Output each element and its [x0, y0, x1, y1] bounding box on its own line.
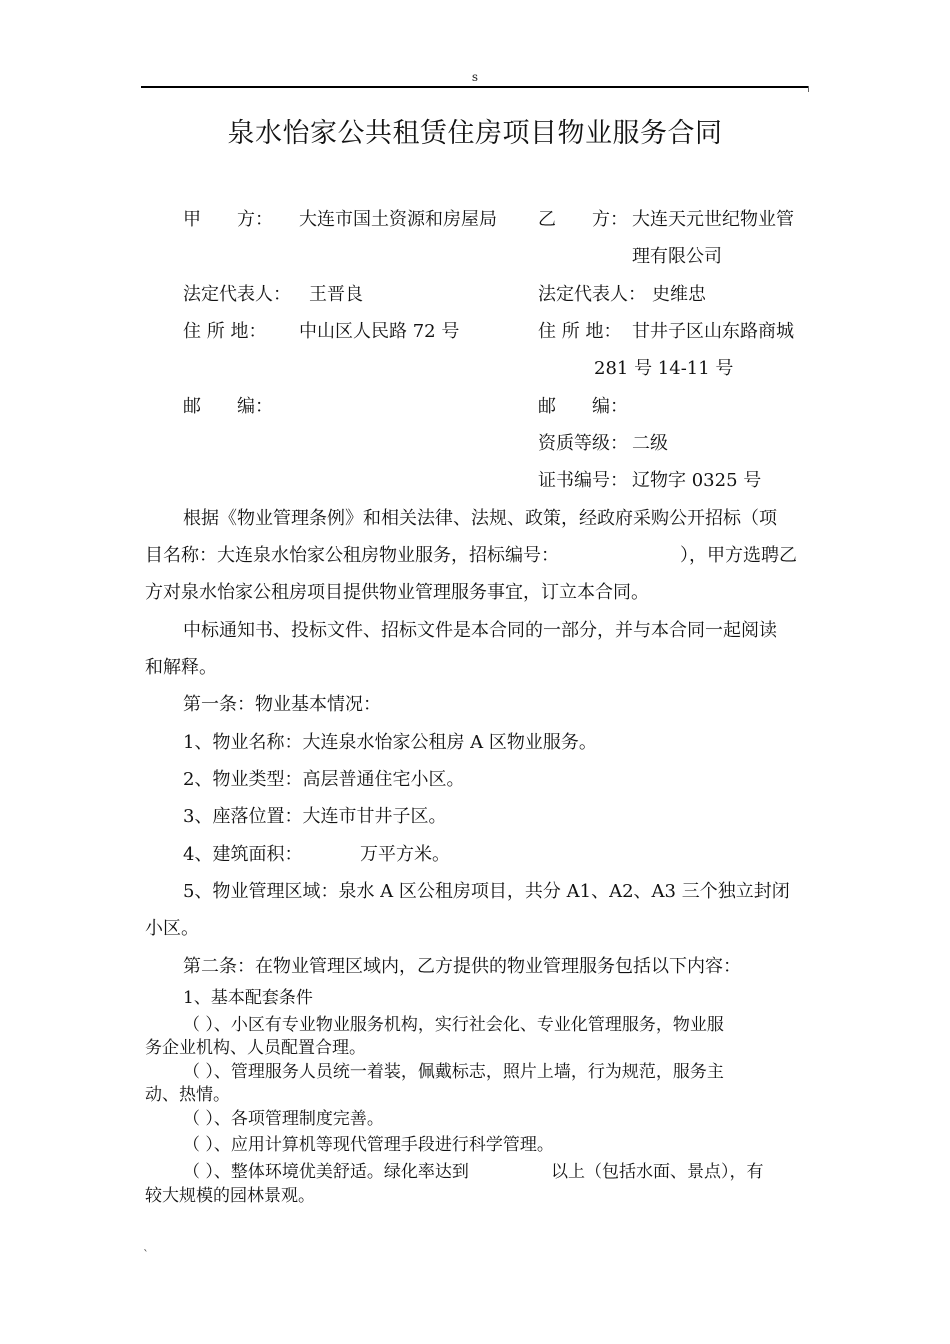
- article-1-item-5-line-2: 小区。: [145, 918, 199, 939]
- party-b-qual: 二级: [632, 433, 668, 454]
- clause-5-line-1b: 以上（包括水面、景点），有: [551, 1162, 764, 1182]
- party-b-rep: 史维忠: [652, 284, 706, 305]
- party-b-rep-label: 法定代表人：: [538, 284, 646, 305]
- article-1-item-2: 2、物业类型：高层普通住宅小区。: [183, 769, 465, 790]
- party-b-label: 乙 方：: [538, 209, 628, 230]
- party-b-name: 大连天元世纪物业管: [632, 209, 794, 230]
- section-1-heading: 1、基本配套条件: [183, 988, 313, 1008]
- party-b-cert: 辽物字 0325 号: [632, 470, 762, 491]
- party-a-rep-label: 法定代表人：: [183, 284, 291, 305]
- clause-1-line-2: 务企业机构、人员配置合理。: [145, 1038, 366, 1058]
- party-b-qual-label: 资质等级：: [538, 433, 628, 454]
- documents-line-1: 中标通知书、投标文件、招标文件是本合同的一部分，并与本合同一起阅读: [183, 620, 777, 641]
- clause-2-line-2: 动、热情。: [145, 1085, 230, 1105]
- clause-5-line-1a: （ ）、整体环境优美舒适。绿化率达到: [183, 1162, 469, 1182]
- header-tick: [808, 86, 809, 92]
- party-b-addr: 甘井子区山东路商城: [632, 321, 794, 342]
- footer-mark: `: [143, 1248, 149, 1262]
- preamble-line-1: 根据《物业管理条例》和相关法律、法规、政策，经政府采购公开招标（项: [183, 508, 777, 529]
- article-1-item-4-label: 4、建筑面积：: [183, 844, 303, 865]
- article-1-item-3: 3、座落位置：大连市甘井子区。: [183, 806, 447, 827]
- header-mark: s: [471, 70, 479, 84]
- party-a-addr-label: 住 所 地：: [183, 321, 267, 342]
- article-1-heading: 第一条：物业基本情况：: [183, 694, 381, 715]
- party-a-rep: 王晋良: [309, 284, 363, 305]
- document-title: 泉水怡家公共租赁住房项目物业服务合同: [227, 118, 723, 149]
- party-b-post-label: 邮 编：: [538, 396, 628, 417]
- party-a-name: 大连市国土资源和房屋局: [299, 209, 497, 230]
- article-2-heading: 第二条：在物业管理区域内，乙方提供的物业管理服务包括以下内容：: [183, 956, 741, 977]
- article-1-item-5-line-1: 5、物业管理区域：泉水 A 区公租房项目，共分 A1、A2、A3 三个独立封闭: [183, 881, 790, 902]
- preamble-line-2b: ），甲方选聘乙: [680, 545, 797, 566]
- party-b-addr-cont: 281 号 14-11 号: [594, 358, 734, 379]
- clause-4: （ ）、应用计算机等现代管理手段进行科学管理。: [183, 1135, 554, 1155]
- clause-1-line-1: （ ）、小区有专业物业服务机构，实行社会化、专业化管理服务，物业服: [183, 1015, 724, 1035]
- preamble-line-3: 方对泉水怡家公租房项目提供物业管理服务事宜，订立本合同。: [145, 582, 649, 603]
- article-1-item-1: 1、物业名称：大连泉水怡家公租房 A 区物业服务。: [183, 732, 597, 753]
- documents-line-2: 和解释。: [145, 657, 217, 678]
- party-a-label: 甲 方：: [183, 209, 273, 230]
- party-b-name-cont: 理有限公司: [632, 246, 722, 267]
- preamble-line-2a: 目名称：大连泉水怡家公租房物业服务，招标编号：: [145, 545, 559, 566]
- party-b-addr-label: 住 所 地：: [538, 321, 622, 342]
- clause-5-line-2: 较大规模的园林景观。: [145, 1186, 315, 1206]
- article-1-item-4-unit: 万平方米。: [360, 844, 450, 865]
- header-rule: [141, 86, 809, 88]
- party-a-post-label: 邮 编：: [183, 396, 273, 417]
- party-b-cert-label: 证书编号：: [538, 470, 628, 491]
- clause-2-line-1: （ ）、管理服务人员统一着装，佩戴标志，照片上墙，行为规范，服务主: [183, 1062, 724, 1082]
- clause-3: （ ）、各项管理制度完善。: [183, 1109, 384, 1129]
- party-a-addr: 中山区人民路 72 号: [299, 321, 460, 342]
